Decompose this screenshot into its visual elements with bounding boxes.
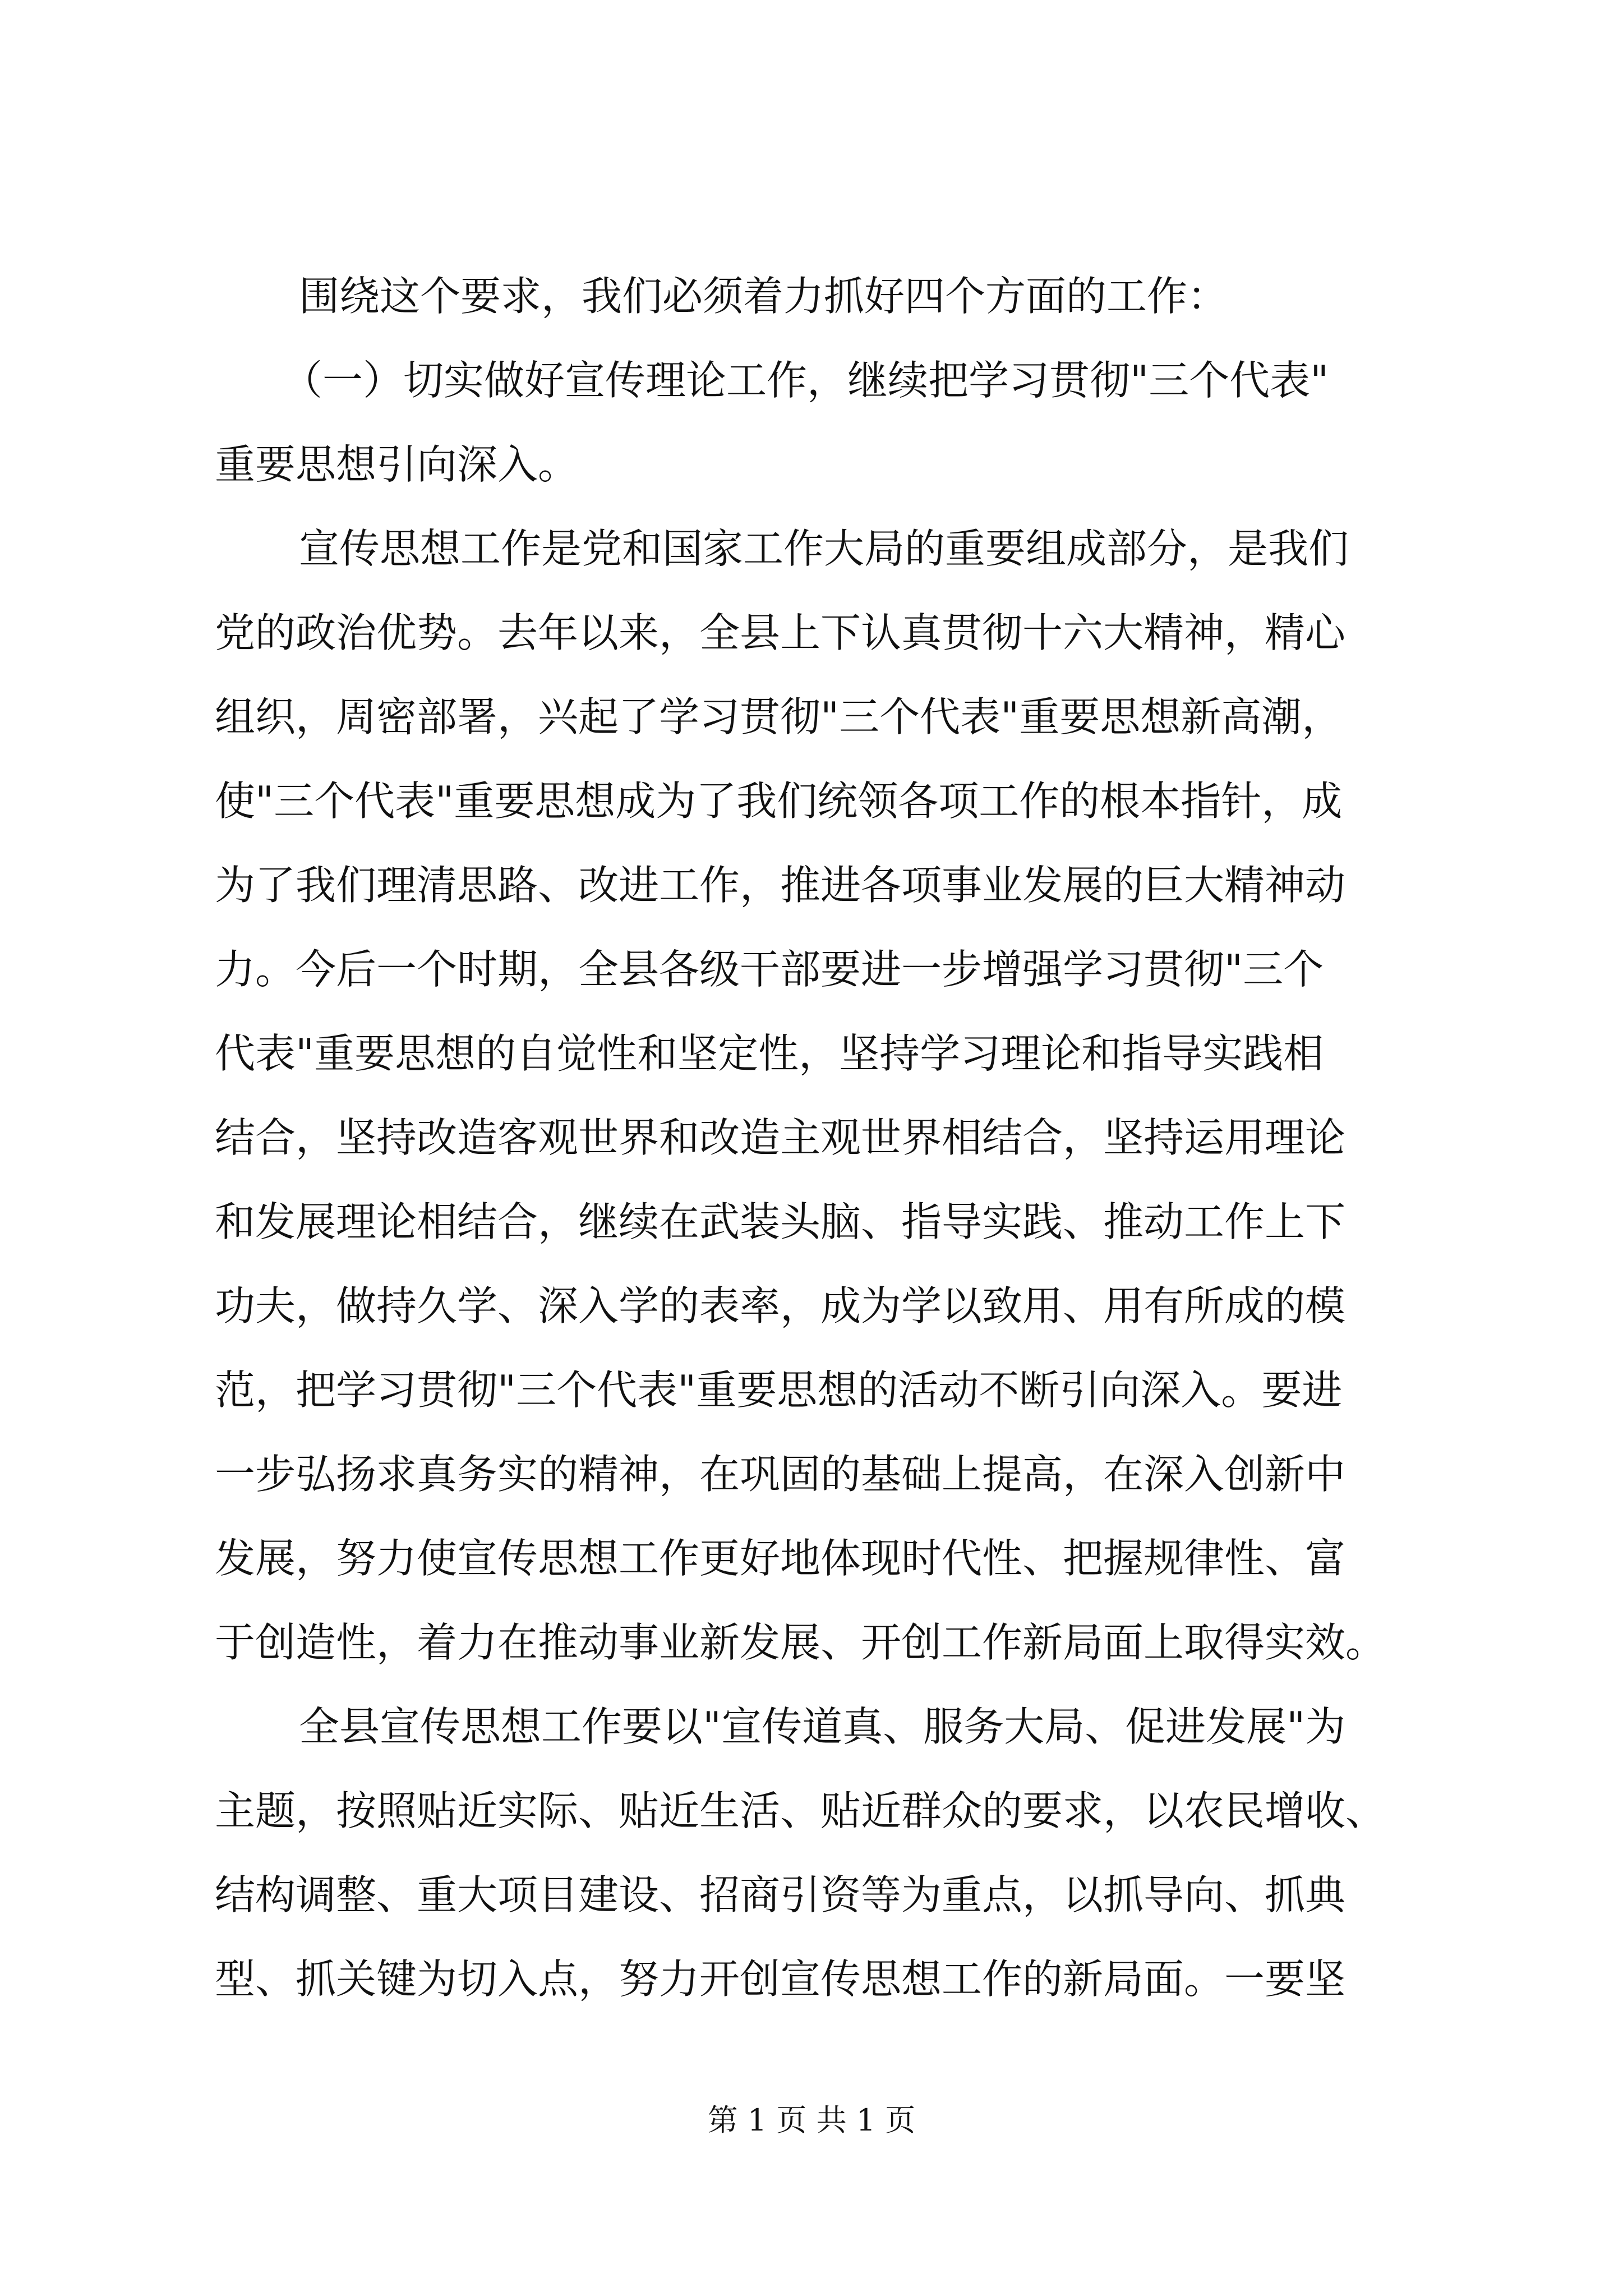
paragraph-2-line-7: 代表"重要思想的自觉性和坚定性，坚持学习理论和指导实践相 <box>215 1030 1324 1077</box>
paragraph-2-line-12: 一步弘扬求真务实的精神，在巩固的基础上提高，在深入创新中 <box>215 1451 1346 1498</box>
paragraph-2-line-5: 为了我们理清思路、改进工作，推进各项事业发展的巨大精神动 <box>215 862 1346 909</box>
document-body <box>215 254 1421 2021</box>
paragraph-3-line-4: 型、抓关键为切入点，努力开创宣传思想工作的新局面。一要坚 <box>215 1955 1346 2003</box>
paragraph-2-line-4: 使"三个代表"重要思想成为了我们统领各项工作的根本指针，成 <box>215 777 1343 825</box>
page-number-footer: 第 1 页 共 1 页 <box>707 2102 916 2138</box>
paragraph-2-line-14: 于创造性，着力在推动事业新发展、开创工作新局面上取得实效。 <box>215 1619 1386 1666</box>
heading-1-line-1: （一）切实做好宣传理论工作，继续把学习贯彻"三个代表" <box>282 357 1329 404</box>
heading-1-line-2: 重要思想引向深入。 <box>215 441 579 488</box>
paragraph-2-line-6: 力。今后一个时期，全县各级干部要进一步增强学习贯彻"三个 <box>215 946 1324 993</box>
paragraph-2-line-1: 宣传思想工作是党和国家工作大局的重要组成部分，是我们 <box>299 525 1349 572</box>
paragraph-2-line-11: 范，把学习贯彻"三个代表"重要思想的活动不断引向深入。要进 <box>215 1366 1343 1414</box>
paragraph-2-line-2: 党的政治优势。去年以来，全县上下认真贯彻十六大精神，精心 <box>215 609 1346 656</box>
paragraph-2-line-10: 功夫，做持久学、深入学的表率，成为学以致用、用有所成的模 <box>215 1282 1346 1329</box>
paragraph-3-line-1: 全县宣传思想工作要以"宣传道真、服务大局、促进发展"为 <box>299 1703 1346 1750</box>
paragraph-2-line-9: 和发展理论相结合，继续在武装头脑、指导实践、推动工作上下 <box>215 1198 1346 1245</box>
paragraph-2-line-3: 组织，周密部署，兴起了学习贯彻"三个代表"重要思想新高潮， <box>215 693 1343 740</box>
paragraph-2-line-8: 结合，坚持改造客观世界和改造主观世界相结合，坚持运用理论 <box>215 1114 1346 1161</box>
paragraph-3-line-2: 主题，按照贴近实际、贴近生活、贴近群众的要求，以农民增收、 <box>215 1787 1386 1834</box>
paragraph-2-line-13: 发展，努力使宣传思想工作更好地体现时代性、把握规律性、富 <box>215 1535 1346 1582</box>
paragraph-3-line-3: 结构调整、重大项目建设、招商引资等为重点，以抓导向、抓典 <box>215 1871 1346 1918</box>
paragraph-1-line-1: 围绕这个要求，我们必须着力抓好四个方面的工作： <box>299 273 1228 320</box>
